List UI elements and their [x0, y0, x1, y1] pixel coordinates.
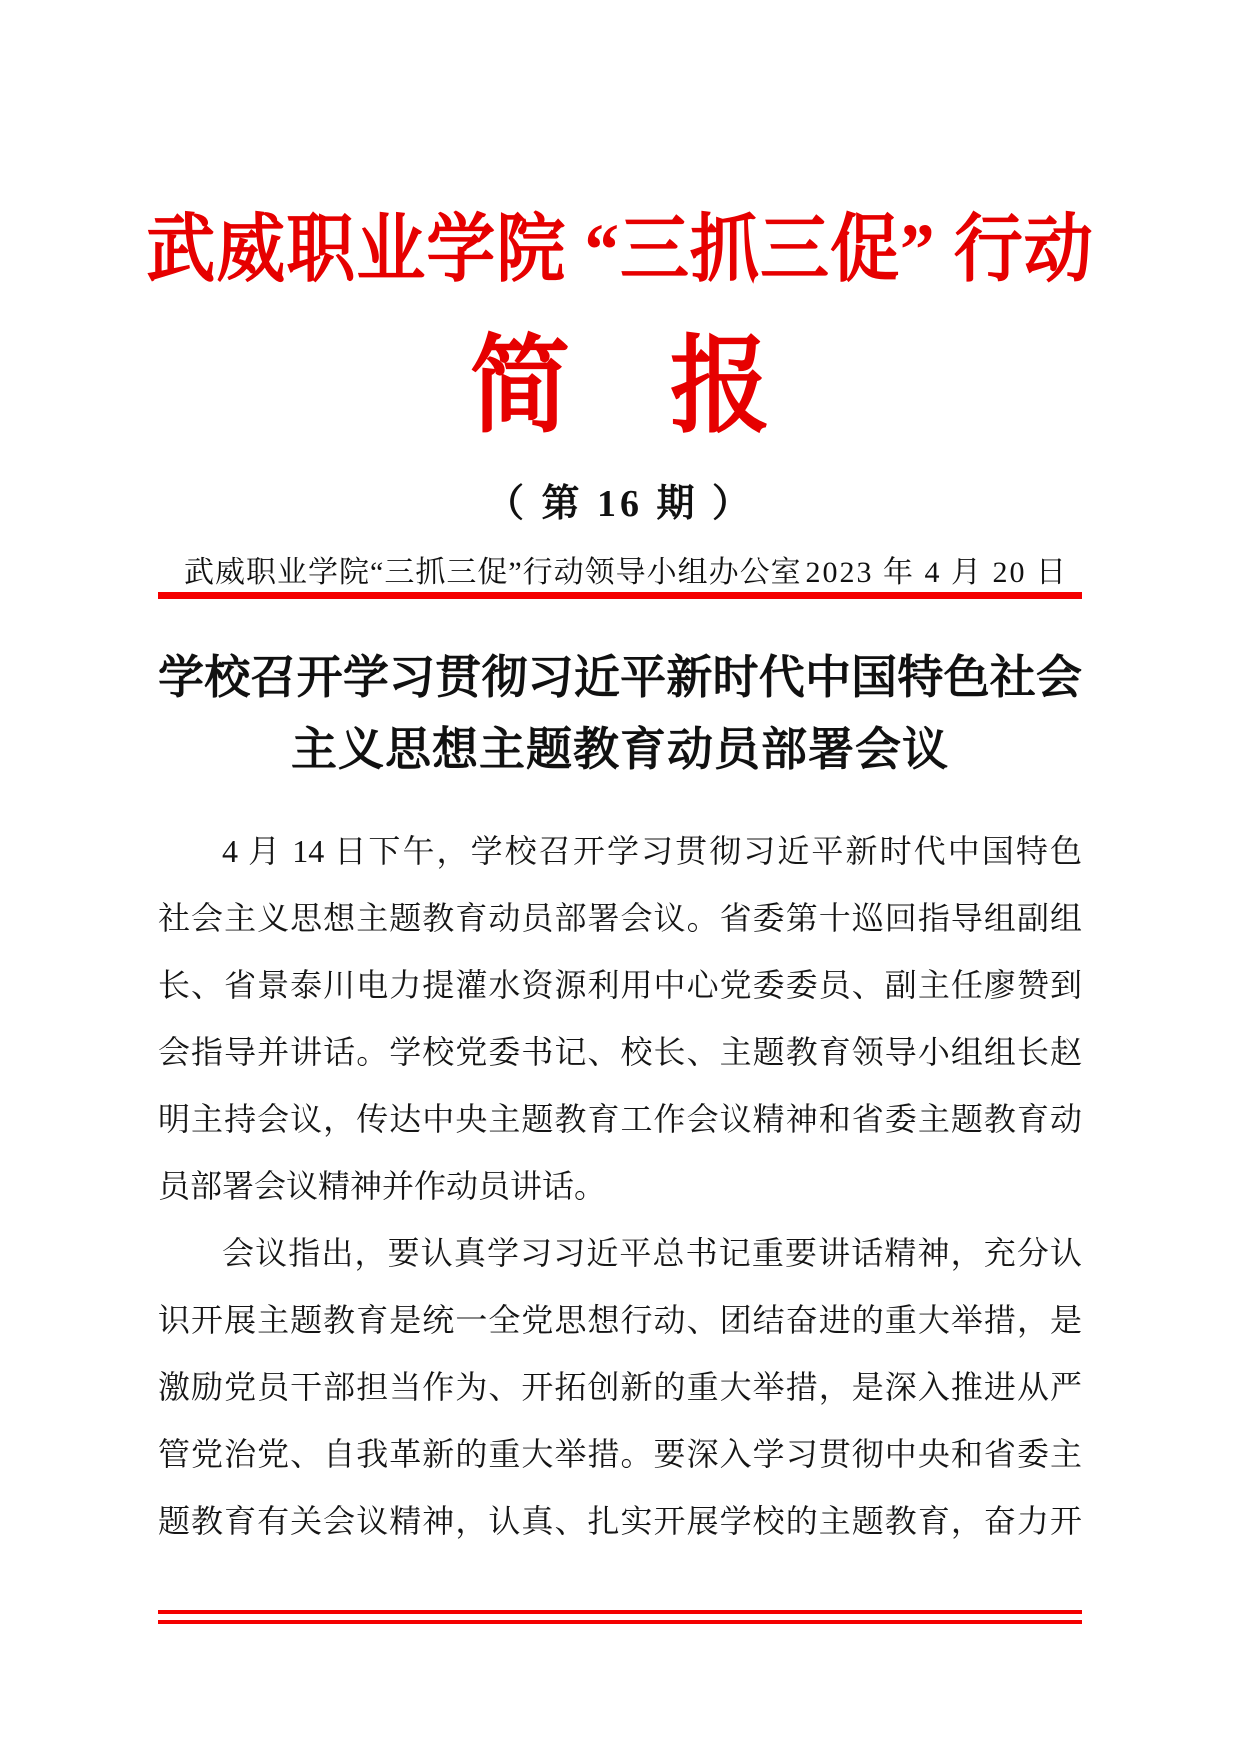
body-line: 管党治党、自我革新的重大举措。要深入学习贯彻中央和省委主 — [158, 1436, 1082, 1472]
issue-date: 2023 年 4 月 20 日 — [805, 556, 1068, 589]
article-heading-line2: 主义思想主题教育动员部署会议 — [291, 724, 949, 775]
body-line: 激励党员干部担当作为、开拓创新的重大举措，是深入推进从严 — [158, 1369, 1082, 1405]
body-line: 社会主义思想主题教育动员部署会议。省委第十巡回指导组副组 — [158, 900, 1082, 936]
body-line: 明主持会议，传达中央主题教育工作会议精神和省委主题教育动 — [158, 1101, 1082, 1137]
body-line: 会指导并讲话。学校党委书记、校长、主题教育领导小组组长赵 — [158, 1034, 1082, 1070]
body-line: 识开展主题教育是统一全党思想行动、团结奋进的重大举措，是 — [158, 1302, 1082, 1338]
body-line: 4 月 14 日下午，学校召开学习贯彻习近平新时代中国特色 — [222, 833, 1082, 869]
body-line: 员部署会议精神并作动员讲话。 — [158, 1168, 607, 1204]
article-heading-line1: 学校召开学习贯彻习近平新时代中国特色社会 — [158, 652, 1082, 703]
masthead-red-rule — [158, 592, 1082, 599]
body-line: 会议指出，要认真学习习近平总书记重要讲话精神，充分认 — [222, 1235, 1082, 1271]
issuing-office-label: 武威职业学院“三抓三促”行动领导小组办公室 — [184, 556, 802, 589]
footer-double-rule — [158, 1610, 1082, 1624]
masthead-title-line2: 简 报 — [470, 328, 770, 446]
body-line: 长、省景泰川电力提灌水资源利用中心党委委员、副主任廖赞到 — [158, 967, 1082, 1003]
article-body — [158, 818, 1082, 1555]
masthead-info-row — [158, 553, 1082, 593]
issue-number: （ 第 16 期 ） — [485, 483, 754, 525]
masthead-title-line1: 武威职业学院 “三抓三促” 行动 — [146, 208, 1094, 291]
body-line: 题教育有关会议精神，认真、扎实开展学校的主题教育，奋力开 — [158, 1503, 1082, 1539]
